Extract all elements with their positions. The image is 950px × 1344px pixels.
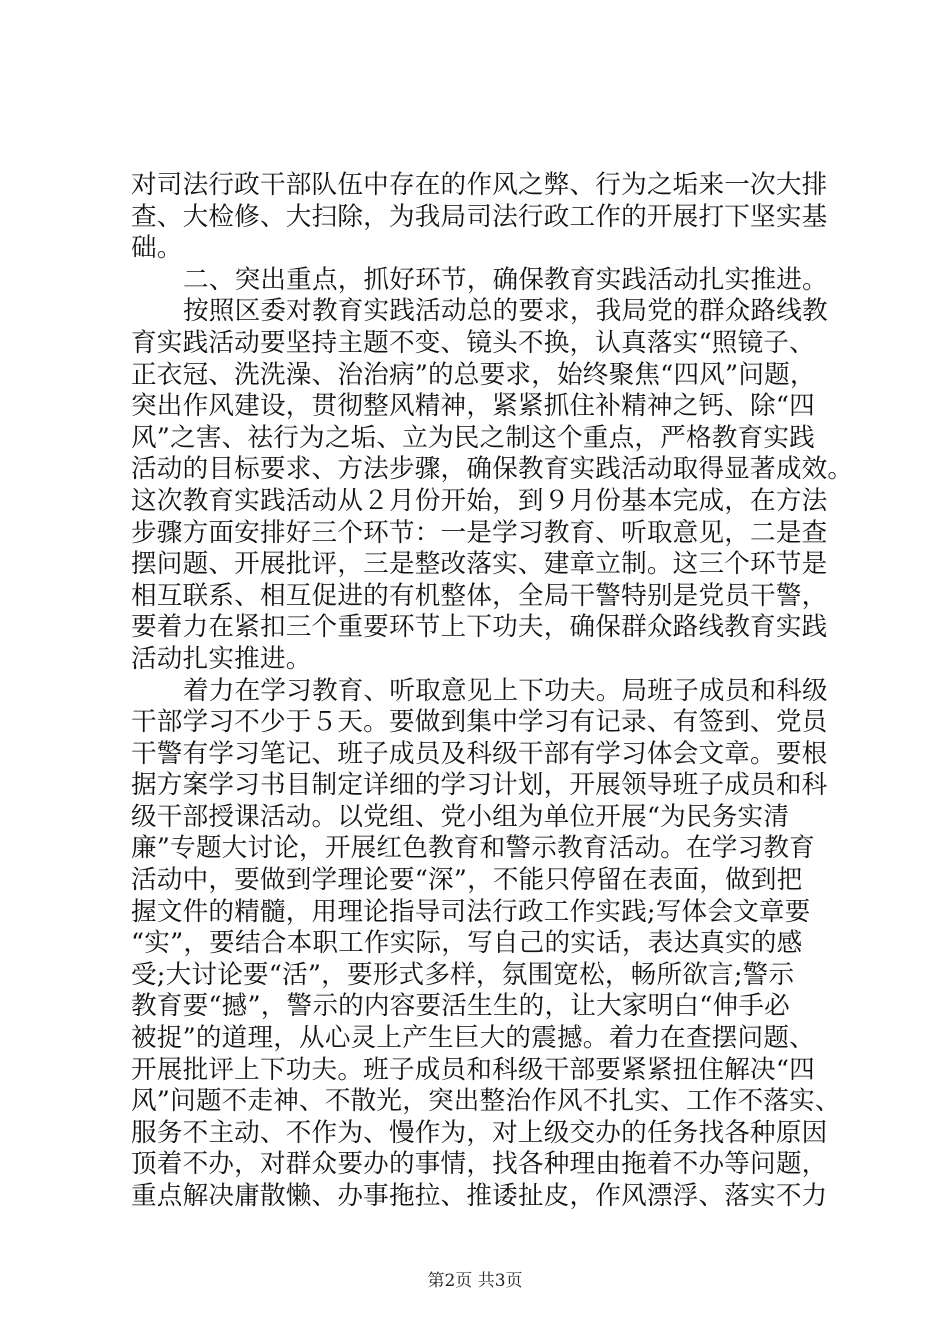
text-line: 握文件的精髓，用理论指导司法行政工作实践;写体会文章要 bbox=[131, 896, 811, 927]
paragraph-start: 着力在学习教育、听取意见上下功夫。局班子成员和科级 bbox=[183, 675, 828, 706]
text-line: 廉”专题大讨论，开展红色教育和警示教育活动。在学习教育 bbox=[131, 833, 815, 864]
text-line: 重点解决庸散懒、办事拖拉、推诿扯皮，作风漂浮、落实不力 bbox=[131, 1181, 828, 1211]
text-line: “实”，要结合本职工作实际，写自己的实话，表达真实的感 bbox=[131, 928, 803, 959]
text-line: 突出作风建设，贯彻整风精神，紧紧抓住补精神之钙、除“四 bbox=[131, 391, 815, 422]
text-line: 风”之害、祛行为之垢、立为民之制这个重点，严格教育实践 bbox=[131, 422, 815, 453]
text-line: 风”问题不走神、不散光，突出整治作风不扎实、工作不落实、 bbox=[131, 1086, 841, 1117]
text-line: 教育要“撼”，警示的内容要活生生的，让大家明白“伸手必 bbox=[131, 991, 790, 1022]
text-line: 干警有学习笔记、班子成员及科级干部有学习体会文章。要根 bbox=[131, 738, 828, 769]
text-line: 查、大检修、大扫除，为我局司法行政工作的开展打下坚实基 bbox=[131, 201, 828, 232]
paragraph-start: 按照区委对教育实践活动总的要求，我局党的群众路线教 bbox=[183, 296, 828, 327]
text-line: 要着力在紧扣三个重要环节上下功夫，确保群众路线教育实践 bbox=[131, 612, 828, 643]
text-line: 相互联系、相互促进的有机整体，全局干警特别是党员干警， bbox=[131, 580, 828, 611]
text-line: 开展批评上下功夫。班子成员和科级干部要紧紧扭住解决“四 bbox=[131, 1054, 815, 1085]
text-line: 摆问题、开展批评，三是整改落实、建章立制。这三个环节是 bbox=[131, 549, 828, 580]
text-line: 被捉”的道理，从心灵上产生巨大的震撼。着力在查摆问题、 bbox=[131, 1023, 815, 1054]
text-line: 顶着不办，对群众要办的事情，找各种理由拖着不办等问题， bbox=[131, 1149, 828, 1180]
text-line: 育实践活动要坚持主题不变、镜头不换，认真落实“照镜子、 bbox=[131, 327, 815, 358]
text-line: 步骤方面安排好三个环节：一是学习教育、听取意见，二是查 bbox=[131, 517, 828, 548]
text-line: 服务不主动、不作为、慢作为，对上级交办的任务找各种原因 bbox=[131, 1117, 828, 1148]
page-number-footer: 第2页 共3页 bbox=[427, 1271, 523, 1291]
text-line: 这次教育实践活动从２月份开始，到９月份基本完成，在方法 bbox=[131, 485, 828, 516]
document-body bbox=[131, 170, 854, 1213]
text-line: 干部学习不少于５天。要做到集中学习有记录、有签到、党员 bbox=[131, 707, 828, 738]
text-line: 活动的目标要求、方法步骤，确保教育实践活动取得显著成效。 bbox=[131, 454, 854, 485]
text-line: 础。 bbox=[131, 233, 183, 264]
text-line: 活动中，要做到学理论要“深”，不能只停留在表面，做到把 bbox=[131, 865, 803, 896]
text-line: 据方案学习书目制定详细的学习计划，开展领导班子成员和科 bbox=[131, 770, 828, 801]
text-line: 正衣冠、洗洗澡、治治病”的总要求，始终聚焦“四风”问题， bbox=[131, 359, 816, 390]
text-line: 受;大讨论要“活”，要形式多样，氛围宽松，畅所欲言;警示 bbox=[131, 959, 795, 990]
text-line: 活动扎实推进。 bbox=[131, 643, 312, 674]
text-line: 级干部授课活动。以党组、党小组为单位开展“为民务实清 bbox=[131, 801, 790, 832]
text-line: 对司法行政干部队伍中存在的作风之弊、行为之垢来一次大排 bbox=[131, 170, 828, 200]
section-heading: 二、突出重点，抓好环节，确保教育实践活动扎实推进。 bbox=[183, 264, 828, 295]
